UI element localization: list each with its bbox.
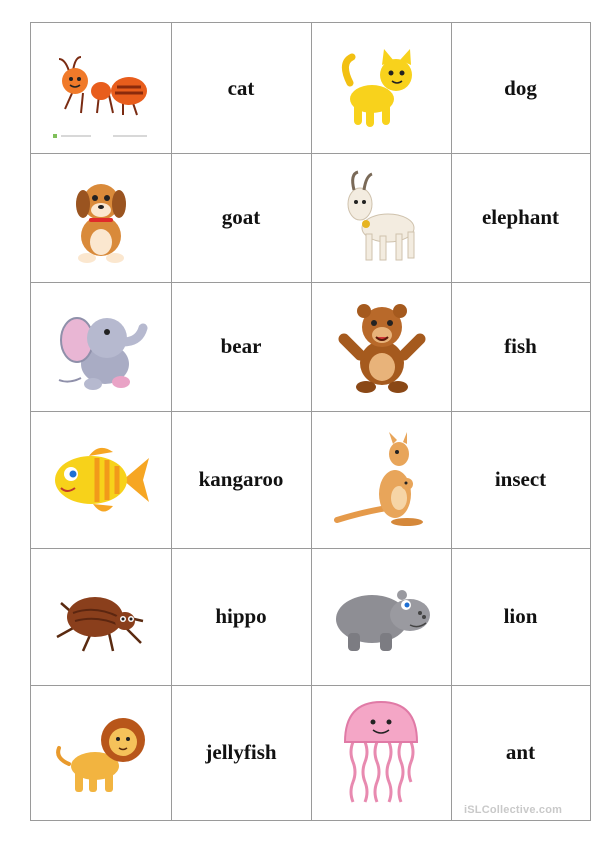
watermark: iSLCollective.com — [464, 804, 563, 816]
insect-picture — [31, 548, 171, 685]
word-card — [171, 685, 311, 820]
word-card — [171, 548, 311, 685]
goat-picture — [311, 153, 451, 282]
word-card — [451, 685, 590, 820]
word-card — [171, 153, 311, 282]
word-label: dog — [504, 75, 537, 100]
elephant-picture — [31, 282, 171, 411]
word-card — [171, 411, 311, 548]
cat-picture — [311, 23, 451, 153]
word-label: insect — [494, 467, 547, 491]
ant-picture — [31, 23, 171, 153]
word-card — [451, 282, 590, 411]
fish-picture — [31, 411, 171, 548]
word-card — [171, 23, 311, 153]
hippo-picture — [311, 548, 451, 685]
word-label: cat — [227, 75, 255, 100]
word-card — [171, 282, 311, 411]
word-label: goat — [221, 205, 261, 229]
word-label: bear — [220, 334, 262, 358]
word-label: ant — [505, 740, 536, 764]
word-label: lion — [503, 604, 538, 628]
dog-picture — [31, 153, 171, 282]
jellyfish-picture — [311, 685, 451, 820]
word-label: kangaroo — [198, 467, 284, 491]
lion-picture — [31, 685, 171, 820]
word-card — [451, 23, 590, 153]
card-grid — [30, 22, 591, 821]
bear-picture — [311, 282, 451, 411]
word-label: elephant — [481, 205, 559, 229]
word-label: jellyfish — [205, 740, 277, 764]
word-card — [451, 411, 590, 548]
kangaroo-picture — [311, 411, 451, 548]
word-card — [451, 153, 590, 282]
word-label: hippo — [215, 604, 267, 628]
word-card — [451, 548, 590, 685]
word-label: fish — [504, 334, 537, 358]
credit-stamp — [53, 133, 149, 139]
